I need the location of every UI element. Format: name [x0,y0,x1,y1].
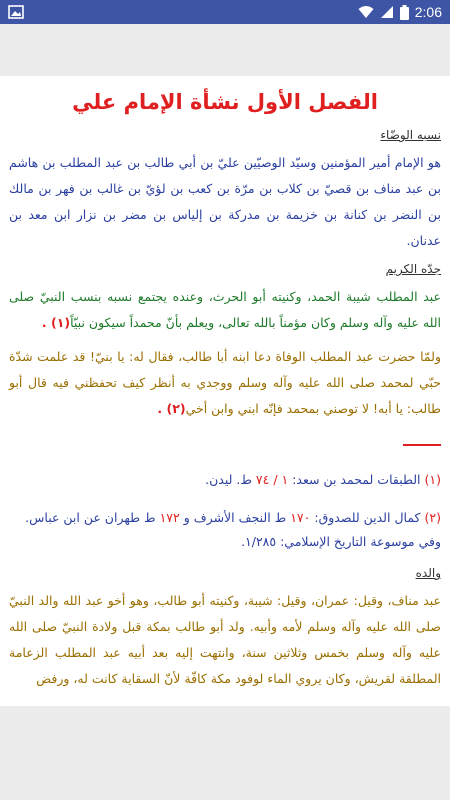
book-page[interactable] [0,76,450,706]
footnote-1-num: ١ / ٧٤ [255,472,289,487]
signal-icon [380,5,394,19]
grandfather-text-2: ولمّا حضرت عبد المطلب الوفاة دعا ابنه أبا طالب، فقال له: يا بنيّ! قد علمت شدّة حبّي لمحمد صلى الله عليه وآله وسلم ووجدي به أنظر كيف تحفظني فيه قال أبو طالب: يا أبه! لا توصني بمحمد فإنّه ابني وابن أخي [9,349,441,416]
footnote-1-tail: ط. ليدن. [205,472,252,487]
footnote-2-text-b: ط النجف الأشرف و [183,510,287,525]
section-heading-grandfather: جدّه الكريم [385,262,441,276]
chapter-title: الفصل الأول نشأة الإمام علي [72,90,378,114]
status-bar [0,0,450,24]
footnote-ref-1[interactable]: (١) . [41,315,71,330]
status-time: 2:06 [414,4,442,20]
footnote-1 [9,468,441,492]
footnote-divider [403,444,441,446]
section-heading-lineage: نسبه الوضّاء [380,128,441,142]
bottom-area [0,706,450,800]
footnote-ref-2[interactable]: (٢) . [157,401,186,416]
footnote-2-text-a: كمال الدين للصدوق: [314,510,421,525]
battery-icon [400,5,409,20]
footnote-2-num-b: ١٧٢ [159,510,180,525]
image-icon [8,5,24,19]
footnote-2-num-a: ١٧٠ [290,510,311,525]
footnote-1-text: الطبقات لمحمد بن سعد: [292,472,421,487]
grandfather-text: عبد المطلب شيبة الحمد، وكنيته أبو الحرث، وعنده يجتمع نسبه بنسب النبيّ صلى الله عليه وآله وسلم وكان مؤمناً بالله تعالى، ويعلم بأنّ محمداً سيكون نبيّاً [9,289,441,330]
footnote-2-mark: (٢) [424,510,441,525]
toolbar-area [0,24,450,76]
father-paragraph: عبد مناف، وقيل: عمران، وقيل: شيبة، وكنيته أبو طالب، وهو أخو عبد الله والد النبيّ صلى الله عليه وآله وسلم لأمه وأبيه. ولد أبو طالب بمكة قبل ولادة النبيّ صلى الله عليه وآله وسلم بخمس وثلاثين سنة، وانتهت إليه بعد أبيه عبد المطلب الزعامة المطلقة لقريش، وكان يروي الماء لوفود مكة كافّة لأنّ السقاية كانت له، ورفض [9,593,441,686]
footnote-2-text-c: ط طهران عن ابن عباس. [25,510,156,525]
footnote-2-line2: وفي موسوعة التاريخ الإسلامي: ١/٢٨٥. [241,534,441,549]
wifi-icon [358,5,374,19]
grandfather-paragraph-2 [9,344,441,422]
footnote-1-mark: (١) [424,472,441,487]
section-heading-father: والده [415,566,441,580]
footnote-2 [9,506,441,554]
lineage-paragraph: هو الإمام أمير المؤمنين وسيّد الوصيّين عليّ بن أبي طالب بن عبد المطلب بن هاشم بن عبد مناف بن قصيّ بن كلاب بن مرّة بن كعب بن لؤيّ بن غالب بن فهر بن مالك بن النضر بن كنانة بن خزيمة بن مدركة بن إلياس بن مضر بن نزار ابن معد بن عدنان. [9,155,441,248]
grandfather-paragraph [9,284,441,336]
